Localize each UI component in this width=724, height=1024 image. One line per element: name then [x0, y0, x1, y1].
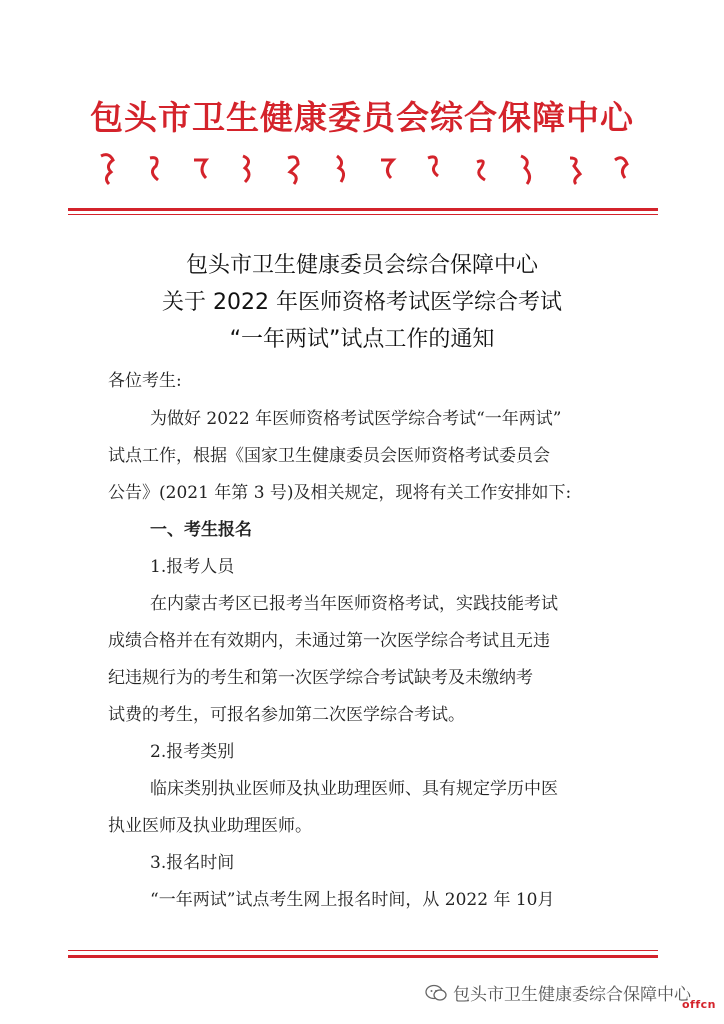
wechat-icon — [425, 984, 447, 1002]
letterhead-org-name: 包头市卫生健康委员会综合保障中心 — [90, 98, 634, 137]
subheading-category: 2.报考类别 — [150, 742, 235, 762]
header-divider-thick — [68, 208, 658, 211]
paragraph-line: 试费的考生，可报名参加第二次医学综合考试。 — [108, 705, 465, 725]
watermark-text: 包头市卫生健康委综合保障中心 — [453, 985, 691, 1005]
paragraph-line: 纪违规行为的考生和第一次医学综合考试缺考及未缴纳考 — [108, 668, 533, 688]
salutation: 各位考生: — [108, 371, 182, 391]
subheading-registration-time: 3.报名时间 — [150, 853, 235, 873]
mongolian-glyph-3 — [188, 150, 214, 190]
mongolian-glyph-8 — [422, 150, 448, 190]
mongolian-glyph-6 — [329, 150, 355, 190]
mongolian-glyph-12 — [609, 150, 635, 190]
mongolian-glyph-4 — [235, 150, 261, 190]
notice-title-line-1: 包头市卫生健康委员会综合保障中心 — [185, 253, 538, 278]
paragraph-line: 在内蒙古考区已报考当年医师资格考试，实践技能考试 — [150, 594, 558, 614]
section-heading-registration: 一、考生报名 — [150, 520, 252, 540]
mongolian-glyph-10 — [515, 150, 541, 190]
notice-title-line-2: 关于 2022 年医师资格考试医学综合考试 — [162, 290, 562, 315]
mongolian-glyph-11 — [562, 150, 588, 190]
intro-line: 为做好 2022 年医师资格考试医学综合考试“一年两试” — [150, 409, 562, 429]
wechat-watermark — [425, 980, 691, 1005]
header-divider-thin — [68, 214, 658, 215]
mongolian-glyph-9 — [469, 150, 495, 190]
mongolian-glyph-2 — [142, 150, 168, 190]
subheading-applicants: 1.报考人员 — [150, 557, 235, 577]
intro-line: 公告》(2021 年第 3 号)及相关规定，现将有关工作安排如下: — [108, 483, 572, 503]
paragraph-line: 成绩合格并在有效期内，未通过第一次医学综合考试且无违 — [108, 631, 550, 651]
offcn-brand-logo: offcn — [682, 998, 716, 1011]
notice-title-line-3: “一年两试”试点工作的通知 — [229, 327, 495, 352]
paragraph-line: 执业医师及执业助理医师。 — [108, 816, 312, 836]
mongolian-glyph-5 — [282, 150, 308, 190]
paragraph-line: “一年两试”试点考生网上报名时间，从 2022 年 10月 — [150, 890, 555, 910]
paragraph-line: 临床类别执业医师及执业助理医师、具有规定学历中医 — [150, 779, 558, 799]
mongolian-glyph-7 — [375, 150, 401, 190]
intro-line: 试点工作，根据《国家卫生健康委员会医师资格考试委员会 — [108, 446, 550, 466]
footer-divider-thin — [68, 950, 658, 951]
mongolian-glyph-1 — [95, 150, 121, 190]
footer-divider-thick — [68, 955, 658, 958]
mongolian-script-row — [95, 150, 635, 190]
